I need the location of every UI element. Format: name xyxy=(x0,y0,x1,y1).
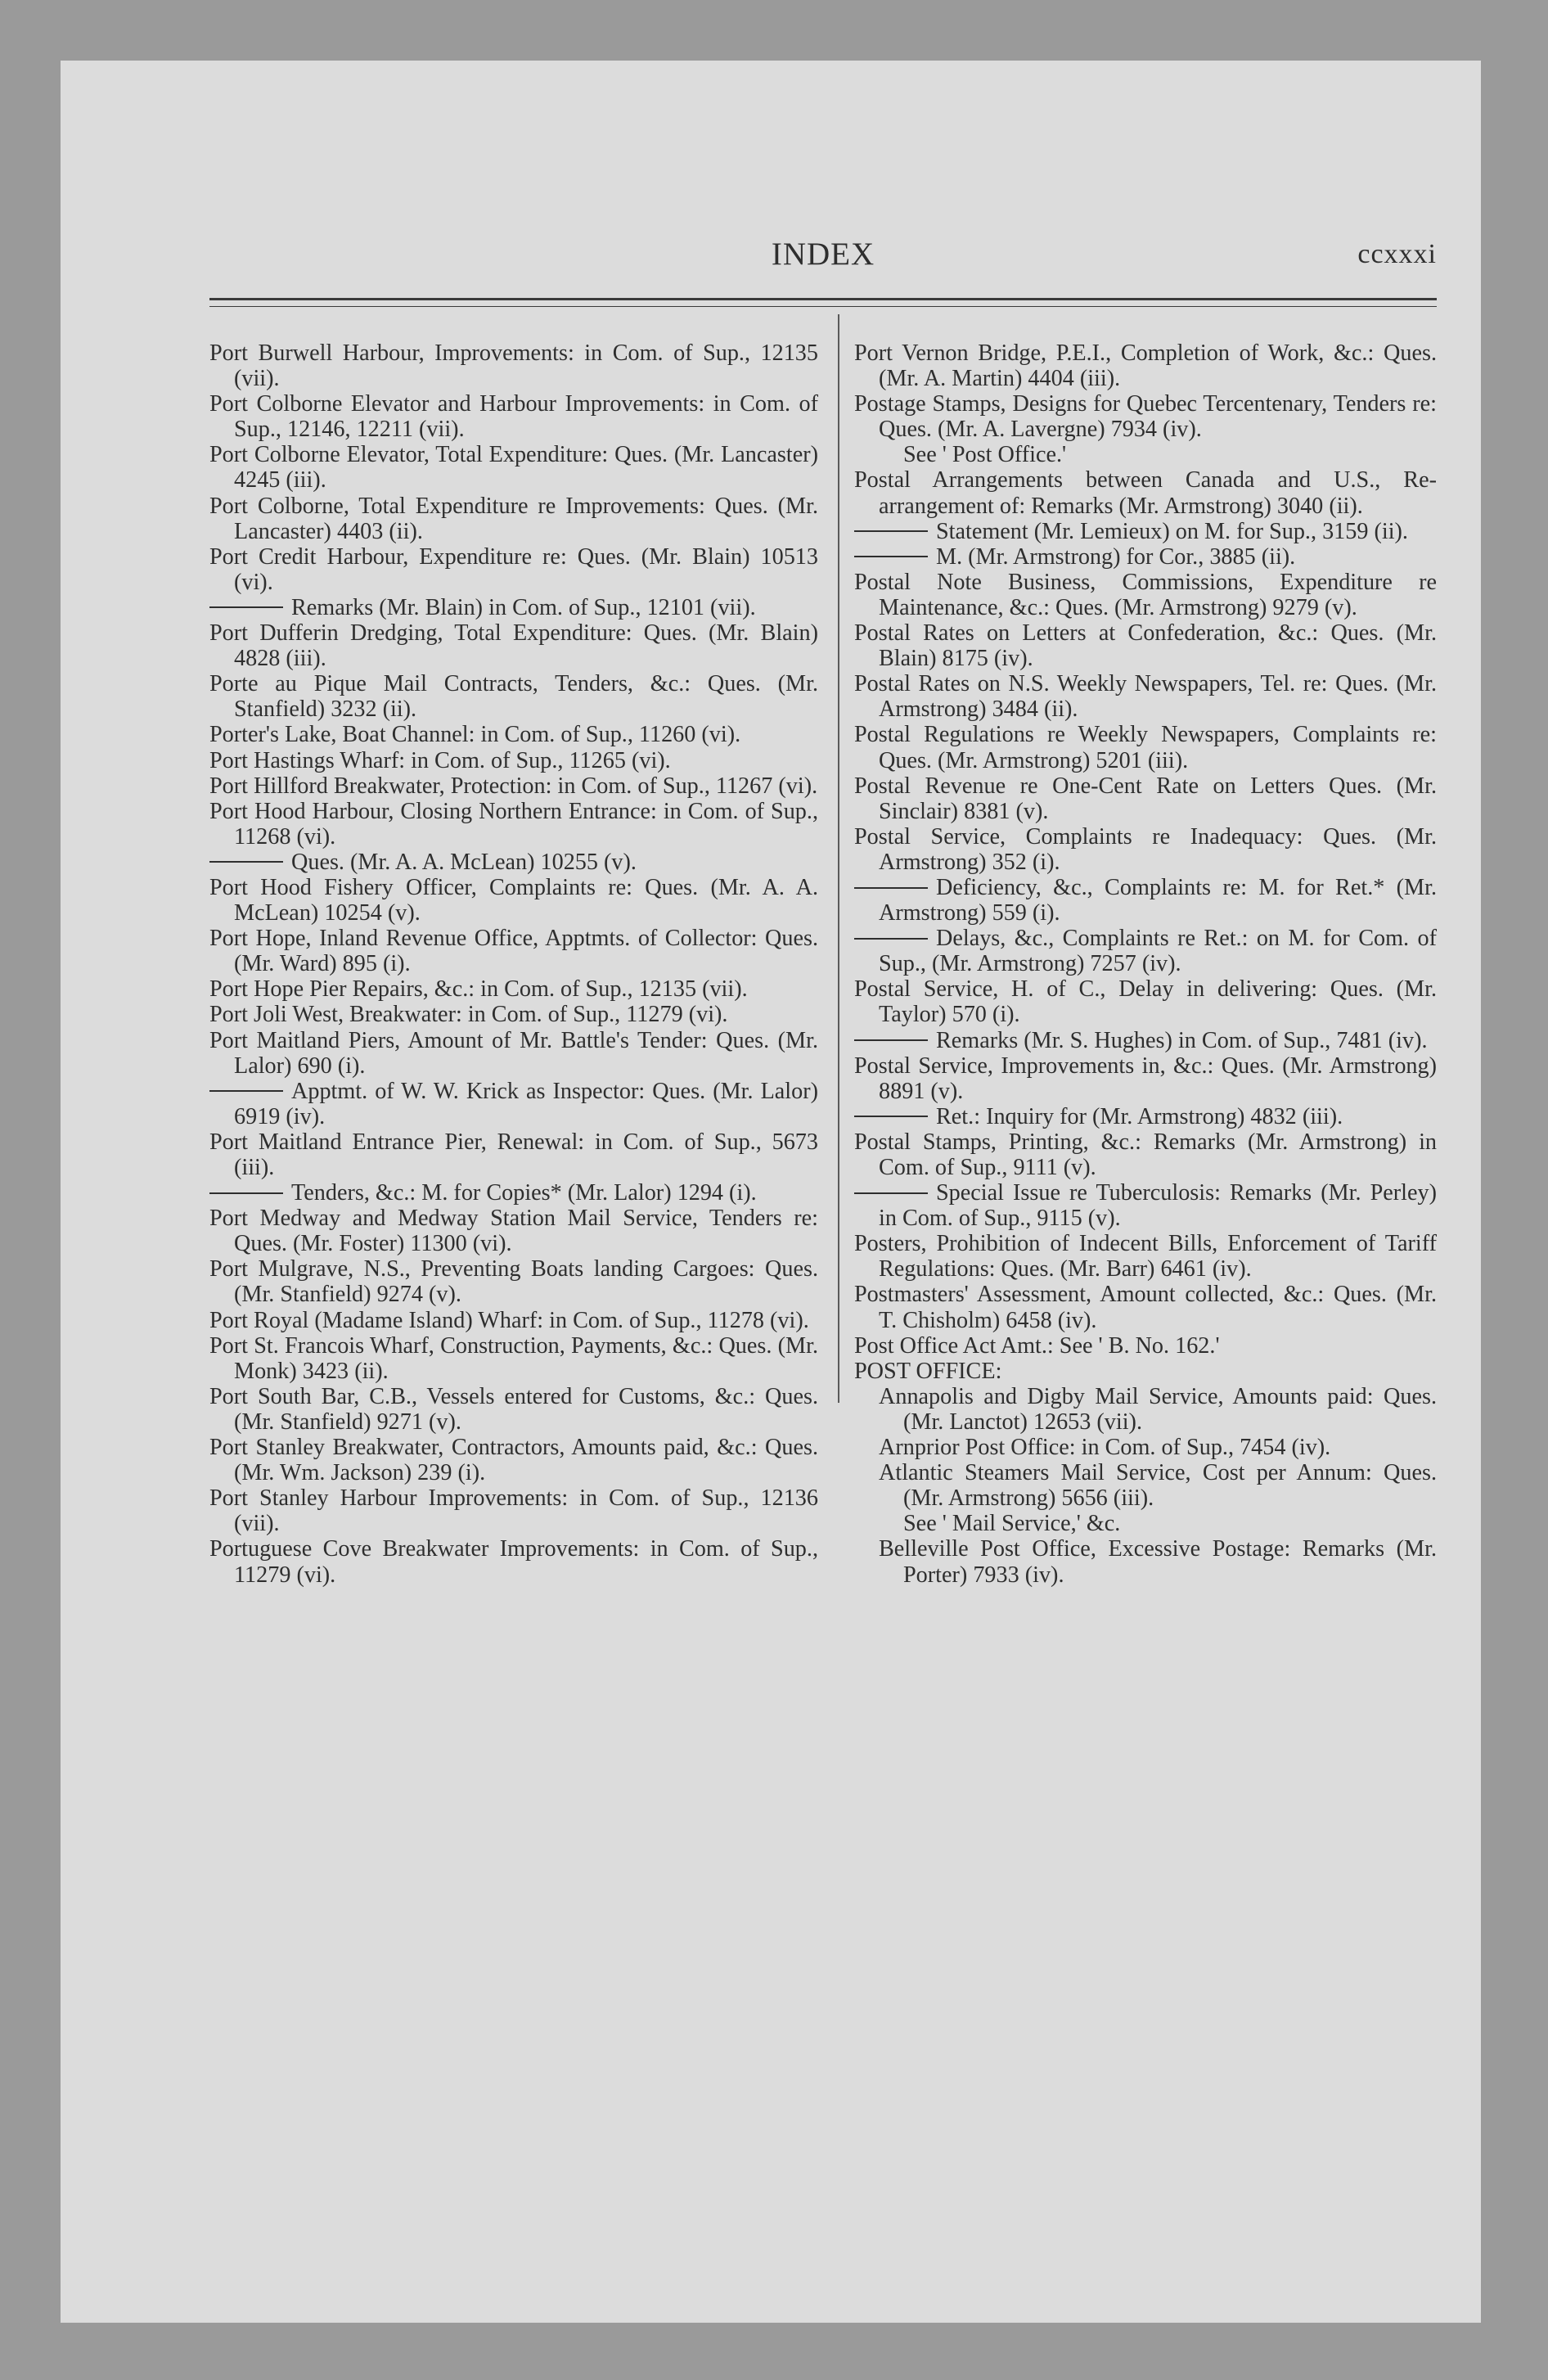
entry-text: Port Credit Harbour, Expenditure re: Ques. (Mr. Blain) 10513 (vi). xyxy=(209,543,818,595)
page-number: ccxxxi xyxy=(1357,239,1437,269)
entry-text: Porte au Pique Mail Contracts, Tenders, &c.: Ques. (Mr. Stanfield) 3232 (ii). xyxy=(209,671,818,723)
entry-text: Port Royal (Madame Island) Wharf: in Com. of Sup., 11278 (vi). xyxy=(209,1307,809,1333)
entry-text: Posters, Prohibition of Indecent Bills, Enforcement of Tariff Regulations: Ques. (Mr. Barr) 6461 (iv). xyxy=(854,1231,1437,1282)
index-entry xyxy=(209,1129,818,1180)
index-entry xyxy=(209,773,818,799)
entry-text: Postal Service, H. of C., Delay in delivering: Ques. (Mr. Taylor) 570 (i). xyxy=(854,976,1437,1028)
index-entry xyxy=(209,748,818,773)
entry-text: Ret.: Inquiry for (Mr. Armstrong) 4832 (iii). xyxy=(936,1103,1343,1129)
index-entry xyxy=(209,620,818,671)
index-entry xyxy=(209,1536,818,1587)
repeat-dash xyxy=(209,1192,283,1194)
repeat-dash xyxy=(209,606,283,608)
header-rule-thin xyxy=(209,306,1437,307)
index-entry xyxy=(854,722,1437,773)
entry-text: Ques. (Mr. A. A. McLean) 10255 (v). xyxy=(291,849,637,875)
entry-text: Postal Service, Improvements in, &c.: Ques. (Mr. Armstrong) 8891 (v). xyxy=(854,1053,1437,1104)
entry-text: Postal Stamps, Printing, &c.: Remarks (Mr. Armstrong) in Com. of Sup., 9111 (v). xyxy=(854,1129,1437,1180)
entry-text: Port Hood Harbour, Closing Northern Entrance: in Com. of Sup., 11268 (vi). xyxy=(209,798,818,850)
entry-text: Postal Service, Complaints re Inadequacy: Ques. (Mr. Armstrong) 352 (i). xyxy=(854,823,1437,875)
entry-text: Port Burwell Harbour, Improvements: in Com. of Sup., 12135 (vii). xyxy=(209,340,818,392)
entry-text: Port Colborne Elevator and Harbour Improvements: in Com. of Sup., 12146, 12211 (vii). xyxy=(209,391,818,443)
entry-text: See ' Mail Service,' &c. xyxy=(903,1511,1121,1537)
entry-text: Port Maitland Piers, Amount of Mr. Battle's Tender: Ques. (Mr. Lalor) 690 (i). xyxy=(209,1027,818,1079)
entry-text: Delays, &c., Complaints re Ret.: on M. for Com. of Sup., (Mr. Armstrong) 7257 (iv). xyxy=(879,926,1437,977)
index-entry xyxy=(209,391,818,442)
entry-text: Remarks (Mr. S. Hughes) in Com. of Sup., 7481 (iv). xyxy=(936,1027,1428,1053)
entry-text: Port Hood Fishery Officer, Complaints re: Ques. (Mr. A. A. McLean) 10254 (v). xyxy=(209,874,818,926)
entry-text: Portuguese Cove Breakwater Improvements: in Com. of Sup., 11279 (vi). xyxy=(209,1536,818,1588)
index-sub-entry xyxy=(854,544,1437,570)
entry-text: Port Stanley Breakwater, Contractors, Amounts paid, &c.: Ques. (Mr. Wm. Jackson) 239 (i). xyxy=(209,1435,818,1486)
entry-text: Porter's Lake, Boat Channel: in Com. of Sup., 11260 (vi). xyxy=(209,722,741,748)
index-entry xyxy=(854,1460,1437,1511)
entry-text: Postal Rates on Letters at Confederation, &c.: Ques. (Mr. Blain) 8175 (iv). xyxy=(854,620,1437,672)
index-entry xyxy=(209,1206,818,1256)
entry-text: Postage Stamps, Designs for Quebec Tercentenary, Tenders re: Ques. (Mr. A. Lavergne) 7934 (iv). xyxy=(854,391,1437,443)
entry-text: Deficiency, &c., Complaints re: M. for Ret.* (Mr. Armstrong) 559 (i). xyxy=(879,874,1437,926)
entry-text: Port Vernon Bridge, P.E.I., Completion of Work, &c.: Ques. (Mr. A. Martin) 4404 (iii). xyxy=(854,340,1437,392)
entry-text: Annapolis and Digby Mail Service, Amounts paid: Ques. (Mr. Lanctot) 12653 (vii). xyxy=(879,1383,1437,1435)
entry-text: Port Maitland Entrance Pier, Renewal: in Com. of Sup., 5673 (iii). xyxy=(209,1129,818,1180)
index-entry xyxy=(209,671,818,722)
page-title: INDEX xyxy=(771,237,875,272)
entry-text: Port Hope Pier Repairs, &c.: in Com. of Sup., 12135 (vii). xyxy=(209,976,748,1003)
entry-text: Apptmt. of W. W. Krick as Inspector: Ques. (Mr. Lalor) 6919 (iv). xyxy=(234,1078,818,1129)
index-cross-reference xyxy=(854,1511,1437,1536)
entry-text: Port Hope, Inland Revenue Office, Apptmts. of Collector: Ques. (Mr. Ward) 895 (i). xyxy=(209,926,818,977)
index-entry xyxy=(209,926,818,976)
index-entry xyxy=(854,976,1437,1027)
index-entry xyxy=(854,620,1437,671)
entry-text: Postal Arrangements between Canada and U.S., Re-arrangement of: Remarks (Mr. Armstrong) 3040 (ii). xyxy=(854,467,1437,519)
index-entry xyxy=(209,875,818,926)
entry-text: Belleville Post Office, Excessive Postage: Remarks (Mr. Porter) 7933 (iv). xyxy=(879,1536,1437,1588)
index-entry xyxy=(854,824,1437,875)
index-entry xyxy=(209,1435,818,1485)
index-entry xyxy=(209,544,818,595)
entry-text: Tenders, &c.: M. for Copies* (Mr. Lalor) 1294 (i). xyxy=(291,1180,757,1206)
index-entry xyxy=(854,1536,1437,1587)
left-column xyxy=(209,340,818,1588)
index-sub-entry xyxy=(209,595,818,620)
entry-text: Port Hastings Wharf: in Com. of Sup., 11265 (vi). xyxy=(209,747,671,773)
entry-text: Port South Bar, C.B., Vessels entered for Customs, &c.: Ques. (Mr. Stanfield) 9271 (v). xyxy=(209,1383,818,1435)
index-sub-entry xyxy=(209,850,818,875)
scanned-page xyxy=(61,61,1481,2323)
index-entry xyxy=(209,1028,818,1079)
entry-text: Port Joli West, Breakwater: in Com. of Sup., 11279 (vi). xyxy=(209,1002,728,1028)
entry-text: Port Mulgrave, N.S., Preventing Boats landing Cargoes: Ques. (Mr. Stanfield) 9274 (v). xyxy=(209,1256,818,1308)
entry-text: Port Colborne, Total Expenditure re Improvements: Ques. (Mr. Lancaster) 4403 (ii). xyxy=(209,493,818,544)
index-entry xyxy=(209,494,818,544)
repeat-dash xyxy=(854,1116,928,1117)
index-entry xyxy=(209,1308,818,1333)
index-cross-reference xyxy=(854,442,1437,467)
index-entry xyxy=(209,799,818,850)
repeat-dash xyxy=(854,1192,928,1194)
entry-text: Arnprior Post Office: in Com. of Sup., 7454 (iv). xyxy=(879,1435,1331,1461)
index-entry xyxy=(854,671,1437,722)
index-sub-entry xyxy=(854,1028,1437,1053)
entry-text: Port Hillford Breakwater, Protection: in Com. of Sup., 11267 (vi). xyxy=(209,773,818,799)
index-entry xyxy=(209,1002,818,1027)
column-divider xyxy=(838,314,839,1403)
index-entry xyxy=(854,773,1437,824)
entry-text: Postmasters' Assessment, Amount collected, &c.: Ques. (Mr. T. Chisholm) 6458 (iv). xyxy=(854,1282,1437,1333)
index-heading xyxy=(854,1359,1437,1384)
index-entry xyxy=(854,1282,1437,1332)
entry-text: Port Medway and Medway Station Mail Service, Tenders re: Ques. (Mr. Foster) 11300 (vi). xyxy=(209,1206,818,1257)
index-entry xyxy=(854,570,1437,620)
entry-text: Port Colborne Elevator, Total Expenditure: Ques. (Mr. Lancaster) 4245 (iii). xyxy=(209,442,818,494)
entry-text: Port St. Francois Wharf, Construction, Payments, &c.: Ques. (Mr. Monk) 3423 (ii). xyxy=(209,1332,818,1384)
index-sub-entry xyxy=(209,1079,818,1129)
repeat-dash xyxy=(854,1039,928,1041)
index-sub-entry xyxy=(854,1180,1437,1231)
index-page xyxy=(159,151,1437,2279)
index-entry xyxy=(209,442,818,493)
index-sub-entry xyxy=(854,926,1437,976)
entry-text: Atlantic Steamers Mail Service, Cost per Annum: Ques. (Mr. Armstrong) 5656 (iii). xyxy=(879,1460,1437,1512)
entry-text: Remarks (Mr. Blain) in Com. of Sup., 12101 (vii). xyxy=(291,594,756,620)
page-header xyxy=(209,151,1437,272)
repeat-dash xyxy=(209,861,283,863)
index-sub-entry xyxy=(854,1104,1437,1129)
index-entry xyxy=(209,1333,818,1384)
entry-text: Postal Note Business, Commissions, Expenditure re Maintenance, &c.: Ques. (Mr. Armstrong) 9279 (v). xyxy=(854,569,1437,620)
repeat-dash xyxy=(854,938,928,940)
entry-text: Postal Revenue re One-Cent Rate on Letters Ques. (Mr. Sinclair) 8381 (v). xyxy=(854,773,1437,824)
index-entry xyxy=(209,340,818,391)
index-entry xyxy=(209,1384,818,1435)
entry-text: Postal Regulations re Weekly Newspapers, Complaints re: Ques. (Mr. Armstrong) 5201 (iii). xyxy=(854,722,1437,773)
index-entry xyxy=(854,1231,1437,1282)
index-entry xyxy=(854,1053,1437,1104)
entry-text: Special Issue re Tuberculosis: Remarks (Mr. Perley) in Com. of Sup., 9115 (v). xyxy=(879,1180,1437,1232)
repeat-dash xyxy=(854,556,928,557)
index-sub-entry xyxy=(209,1180,818,1206)
entry-text: See ' Post Office.' xyxy=(903,442,1067,468)
repeat-dash xyxy=(854,530,928,532)
entry-text: POST OFFICE: xyxy=(854,1358,1002,1384)
entry-text: Port Dufferin Dredging, Total Expenditure: Ques. (Mr. Blain) 4828 (iii). xyxy=(209,620,818,672)
header-rule-thick xyxy=(209,298,1437,300)
index-entry xyxy=(209,722,818,747)
index-entry xyxy=(854,467,1437,518)
entry-text: Post Office Act Amt.: See ' B. No. 162.' xyxy=(854,1332,1220,1359)
index-entry xyxy=(854,1435,1437,1460)
index-sub-entry xyxy=(854,519,1437,544)
index-entry xyxy=(209,976,818,1002)
index-entry xyxy=(209,1485,818,1536)
index-entry xyxy=(209,1256,818,1307)
entry-text: Statement (Mr. Lemieux) on M. for Sup., 3159 (ii). xyxy=(936,518,1408,544)
entry-text: M. (Mr. Armstrong) for Cor., 3885 (ii). xyxy=(936,543,1296,570)
entry-text: Port Stanley Harbour Improvements: in Com. of Sup., 12136 (vii). xyxy=(209,1485,818,1537)
repeat-dash xyxy=(854,887,928,889)
repeat-dash xyxy=(209,1090,283,1092)
index-sub-entry xyxy=(854,875,1437,926)
right-column xyxy=(854,340,1437,1588)
entry-text: Postal Rates on N.S. Weekly Newspapers, Tel. re: Ques. (Mr. Armstrong) 3484 (ii). xyxy=(854,671,1437,723)
index-entry xyxy=(854,1129,1437,1180)
index-entry xyxy=(854,1384,1437,1435)
index-entry xyxy=(854,391,1437,442)
index-entry xyxy=(854,1333,1437,1359)
index-entry xyxy=(854,340,1437,391)
